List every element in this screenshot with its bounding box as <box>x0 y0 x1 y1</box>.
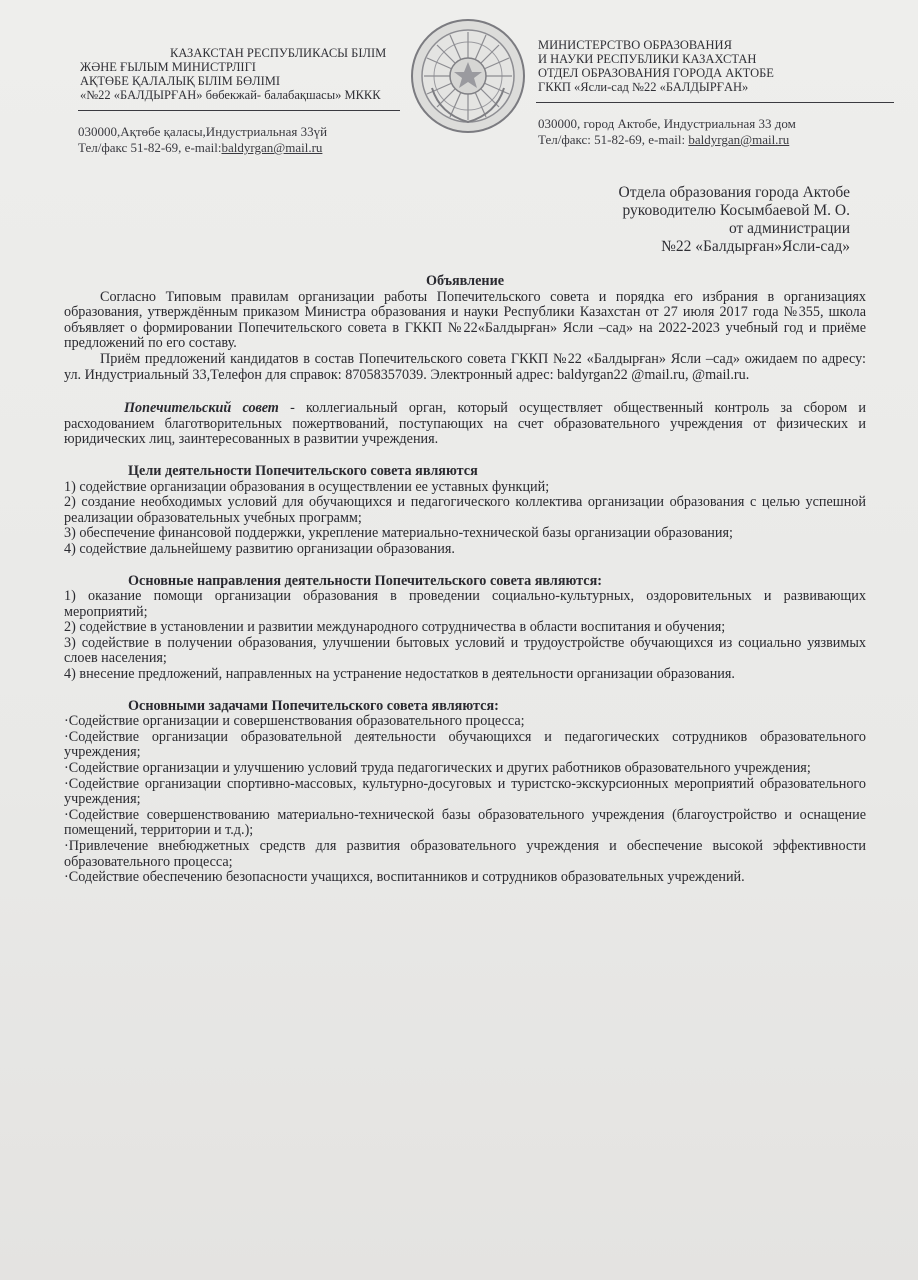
address-right <box>538 116 878 148</box>
header-right-line: ГККП «Ясли-сад №22 «БАЛДЫРҒАН» <box>538 80 749 94</box>
spacer <box>64 558 866 574</box>
direction-item: 3) содействие в получении образования, улучшении бытовых условий и трудоустройстве обучающихся из социально уязвимых слоев населения; <box>64 634 866 667</box>
header-right-line: МИНИСТЕРСТВО ОБРАЗОВАНИЯ <box>538 38 732 52</box>
state-emblem-icon <box>410 18 526 134</box>
email-link-right[interactable]: baldyrgan@mail.ru <box>688 132 790 147</box>
goal-item: 2) создание необходимых условий для обучающихся и педагогического коллектива организации образования с целью успешной реализации образовательных учебных программ; <box>64 494 866 526</box>
header-left-kazakh <box>80 46 400 102</box>
address-left-phone: Тел/факс 51-82-69, e-mail: <box>78 140 222 155</box>
council-definition-text: - коллегиальный орган, который осуществляет общественный контроль за сбором и расходованием благотворительных пожертвований, поступающих на счет образовательного учреждения от физических и юридических лиц, заинтересованных в развитии учреждения. <box>64 400 867 448</box>
address-left <box>78 124 418 156</box>
task-item: · Содействие организации и улучшению условий труда педагогических и других работников образовательного учреждения; <box>64 761 866 777</box>
address-right-street: 030000, город Актобе, Индустриальная 33 дом <box>538 116 796 131</box>
task-item: · Содействие организации и совершенствования образовательного процесса; <box>64 714 866 730</box>
addressee-line: №22 «Балдырған»Ясли-сад» <box>661 238 850 255</box>
tasks-heading: Основными задачами Попечительского совета являются: <box>128 697 499 714</box>
task-item: · Содействие обеспечению безопасности учащихся, воспитанников и сотрудников образовательных учреждений. <box>64 870 866 886</box>
spacer <box>64 383 866 401</box>
council-term: Попечительский совет <box>124 400 279 417</box>
address-right-phone: Тел/факс: 51-82-69, e-mail: <box>538 132 689 147</box>
goals-heading: Цели деятельности Попечительского совета являются <box>128 462 478 479</box>
direction-item: 1) оказание помощи организации образования в проведении социально-культурных, оздоровительных и развивающих мероприятий; <box>64 588 866 620</box>
goal-item: 4) содействие дальнейшему развитию организации образования. <box>64 540 455 557</box>
header-divider-right <box>536 102 894 103</box>
spacer <box>64 448 866 464</box>
announcement-title: Объявление <box>425 273 505 289</box>
header-right-line: ОТДЕЛ ОБРАЗОВАНИЯ ГОРОДА АКТОБЕ <box>538 66 774 80</box>
task-item: · Содействие организации спортивно-массовых, культурно-досуговых и туристско-экскурсионных мероприятий образовательного учреждения; <box>64 777 866 808</box>
addressee-line: от администрации <box>728 220 850 237</box>
goal-item: 1) содействие организации образования в осуществлении ее уставных функций; <box>64 478 550 495</box>
spacer <box>64 683 866 699</box>
addressee-line: Отдела образования города Актобе <box>618 184 850 201</box>
task-item: · Содействие совершенствованию материально-технической базы образовательного учреждения (благоустройство и оснащение помещений, территории и т.д.); <box>64 808 866 839</box>
header-left-line: ЖӘНЕ ҒЫЛЫМ МИНИСТРЛІГІ <box>80 60 256 74</box>
council-definition <box>64 401 866 448</box>
announcement-paragraph: Согласно Типовым правилам организации работы Попечительского совета и порядка его избрания в организациях образования, утверждённым приказом Министра образования и науки Республики Казахстан от 27 июля 2017 года №355, школа объявляет о формировании Попечительского совета в ГККП №22«Балдырған» Ясли –сад» на 2022-2023 учебный год и приёме предложений по его составу. <box>64 288 866 352</box>
header-left-line: АҚТӨБЕ ҚАЛАЛЫҚ БІЛІМ БӨЛІМІ <box>80 74 281 88</box>
address-left-street: 030000,Ақтөбе қаласы,Индустриальная 33үй <box>78 124 328 139</box>
task-item: · Содействие организации образовательной деятельности обучающихся и педагогических сотрудников образовательного учреждения; <box>64 730 866 761</box>
direction-item: 2) содействие в установлении и развитии международного сотрудничества в области воспитания и обучения; <box>64 619 726 636</box>
addressee-block <box>560 184 850 256</box>
header-left-line: КАЗАКСТАН РЕСПУБЛИКАСЫ БІЛІМ <box>170 46 387 60</box>
address-left-contacts <box>78 140 418 156</box>
directions-heading: Основные направления деятельности Попечительского совета являются: <box>128 572 602 589</box>
address-right-contacts <box>538 132 878 148</box>
task-item: · Привлечение внебюджетных средств для развития образовательного учреждения и обеспечение высокой эффективности образовательного процесса; <box>64 839 866 870</box>
email-link-left[interactable]: baldyrgan@mail.ru <box>221 140 323 155</box>
header-left-line: «№22 «БАЛДЫРҒАН» бөбекжай- балабақшасы» МККК <box>80 88 381 102</box>
addressee-line: руководителю Косымбаевой М. О. <box>622 202 850 219</box>
header-right-line: И НАУКИ РЕСПУБЛИКИ КАЗАХСТАН <box>538 52 757 66</box>
announcement-paragraph: Приём предложений кандидатов в состав Попечительского совета ГККП №22 «Балдырған» Ясли –сад» ожидаем по адресу: ул. Индустриальный 33,Телефон для справок: 87058357039. Электронный адрес: baldyrgan22 @mail.ru, @mail.ru. <box>64 350 866 383</box>
document-body <box>64 274 866 886</box>
header-right-russian <box>538 38 838 94</box>
direction-item: 4) внесение предложений, направленных на устранение недостатков в деятельности организации образования. <box>64 666 735 683</box>
header-divider-left <box>78 110 400 111</box>
goal-item: 3) обеспечение финансовой поддержки, укрепление материально-технической базы организации образования; <box>64 525 733 542</box>
